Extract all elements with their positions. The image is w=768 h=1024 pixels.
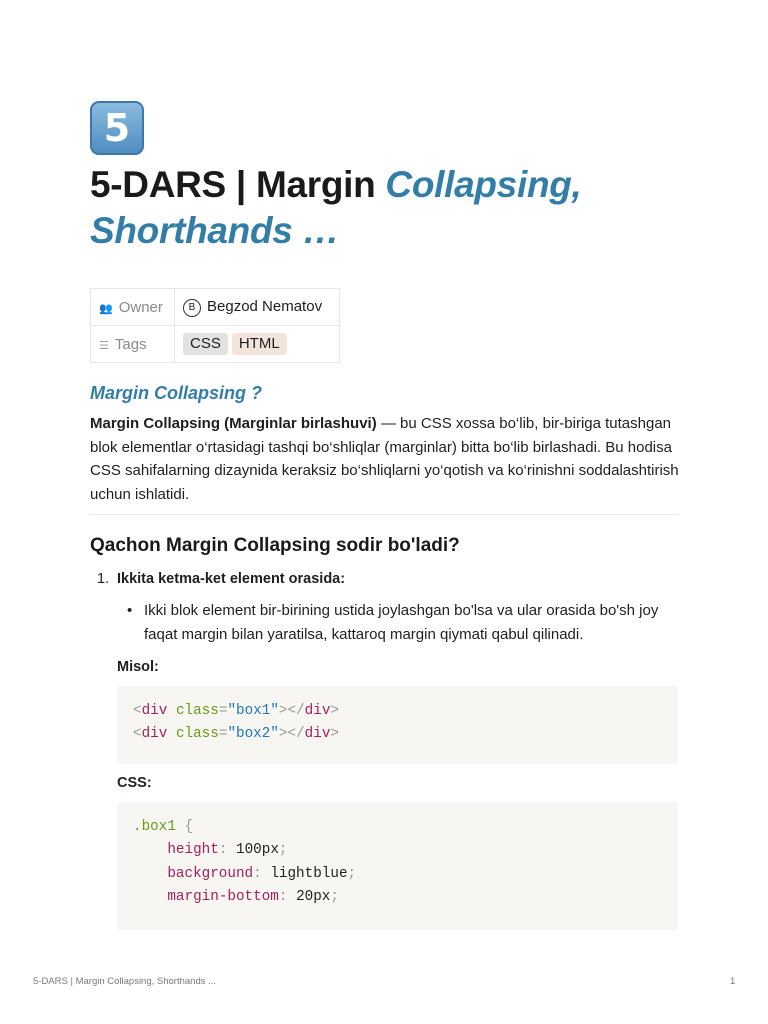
code-line: <div class="box1"></div>	[133, 703, 340, 719]
page-title	[90, 162, 690, 254]
page-emoji-icon: 5	[90, 101, 144, 155]
tags-property-key	[91, 326, 175, 363]
code-line: margin-bottom: 20px;	[167, 888, 339, 905]
tags-property-value[interactable]	[175, 326, 340, 363]
css-code-block[interactable]	[117, 802, 678, 930]
intro-paragraph	[90, 412, 680, 506]
bullet-dot-icon: •	[127, 602, 133, 619]
owner-property-value[interactable]	[175, 289, 340, 326]
bullet-list-item	[127, 599, 677, 646]
people-icon: 👥	[99, 302, 113, 315]
list-icon: ☰	[99, 339, 109, 352]
properties-table	[90, 288, 340, 363]
owner-property-row	[91, 289, 340, 326]
tags-label: Tags	[114, 335, 147, 353]
intro-text: — bu CSS xossa bo‘lib, bir-biriga tutashgan blok elementlar o‘rtasidagi tashqi bo‘shliqlar (marginlar) bitta bo‘lib birlashadi. Bu hodisa CSS sahifalarning dizaynida keraksiz bo‘shliqlarni yo‘qotish va ko‘rinishni soddalashtirish uchun ishlatidi.	[90, 415, 679, 503]
page-number: 1	[730, 976, 736, 987]
code-line: .box1 {	[133, 819, 194, 835]
title-accent: Collapsing, Shorthands …	[90, 164, 582, 251]
example-label: Misol:	[117, 659, 159, 675]
code-line: background: lightblue;	[167, 865, 357, 882]
list-number: 1.	[97, 571, 110, 587]
list-item-title: Ikkita ketma-ket element orasida:	[117, 571, 346, 587]
avatar: B	[183, 299, 201, 317]
numbered-list-item	[97, 568, 345, 590]
tag-css[interactable]: CSS	[183, 333, 228, 355]
tag-html[interactable]: HTML	[232, 333, 287, 355]
code-line: <div class="box2"></div>	[133, 726, 340, 743]
tags-property-row	[91, 326, 340, 363]
owner-property-key	[91, 289, 175, 326]
section-heading-margin-collapsing: Margin Collapsing ?	[90, 383, 263, 403]
divider	[90, 514, 678, 515]
page-footer: 5-DARS | Margin Collapsing, Shorthands ...	[33, 976, 217, 987]
owner-name: Begzod Nematov	[207, 297, 323, 315]
bullet-text: Ikki blok element bir-birining ustida joylashgan bo'lsa va ular orasida bo'sh joy faqat margin bilan yaratilsa, kattaroq margin qiymati qabul qilinadi.	[144, 602, 659, 643]
css-label: CSS:	[117, 775, 152, 791]
section-heading-when: Qachon Margin Collapsing sodir bo'ladi?	[90, 535, 460, 556]
html-code-block[interactable]	[117, 686, 678, 764]
title-plain: 5-DARS | Margin	[90, 164, 386, 205]
intro-bold-term: Margin Collapsing (Marginlar birlashuvi)	[90, 415, 377, 432]
owner-label: Owner	[118, 298, 163, 316]
code-line: height: 100px;	[167, 842, 288, 859]
